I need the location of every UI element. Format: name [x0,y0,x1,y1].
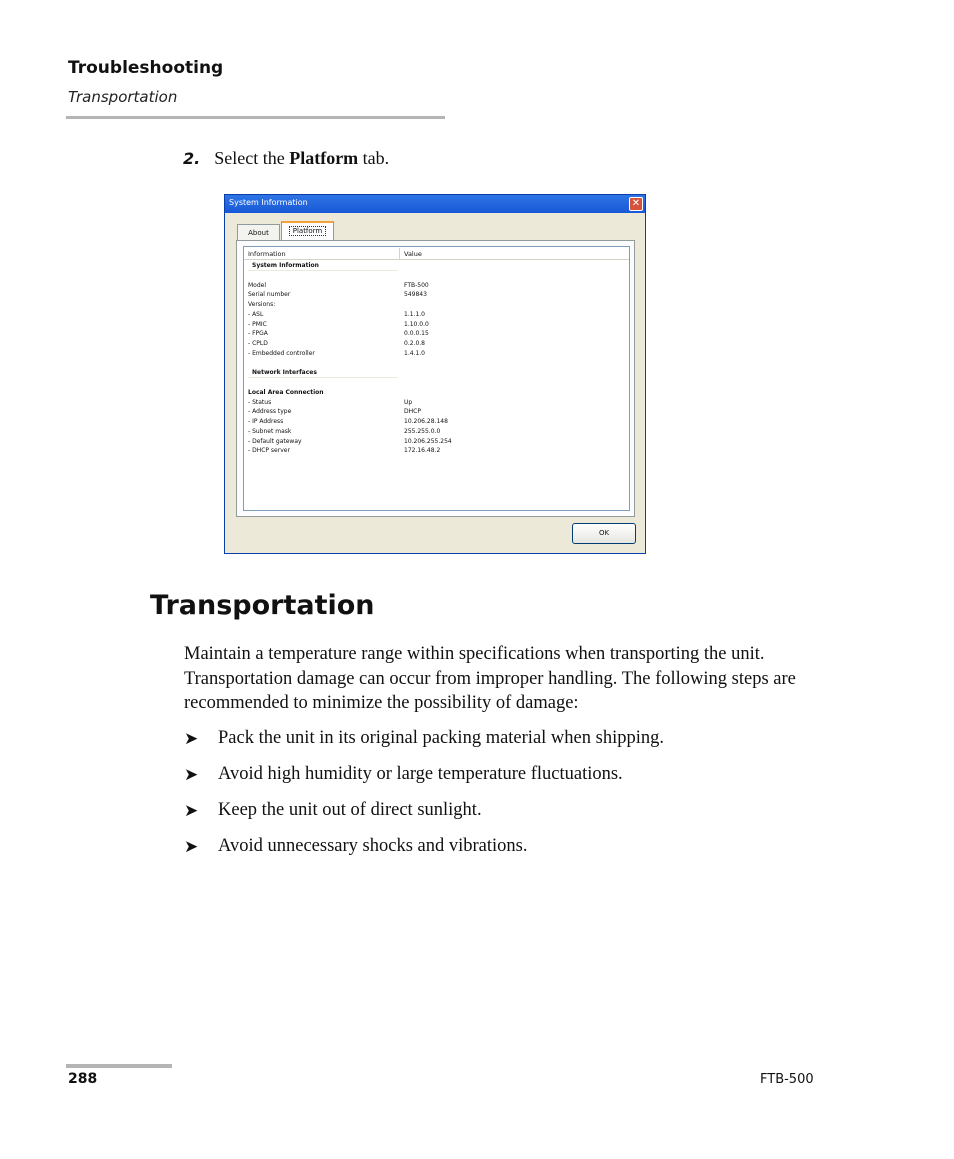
list-item[interactable] [244,368,629,378]
recommendation-list [184,726,824,870]
list-item-value: 10.206.28.148 [404,418,448,425]
tab-platform[interactable] [281,221,334,241]
dialog-titlebar[interactable] [225,195,645,213]
list-item-value: 549843 [404,291,427,299]
ok-button[interactable]: OK [572,523,636,544]
bullet-arrow-icon: ➤ [184,729,199,749]
list-item-value: 1.1.1.0 [404,310,425,318]
list-item[interactable] [244,300,629,310]
list-item-key: - Embedded controller [248,349,315,357]
list-item-key: - Address type [248,408,292,416]
list-item[interactable] [244,329,629,339]
bullet-text: Pack the unit in its original packing material when shipping. [218,728,664,748]
bullet-arrow-icon: ➤ [184,801,199,821]
list-item-key: - CPLD [248,340,268,347]
list-item[interactable] [244,320,629,330]
list-item[interactable] [244,437,629,447]
step-text-after: tab. [358,148,390,168]
list-item[interactable] [244,427,629,437]
system-information-dialog [224,194,646,554]
header-rule [66,116,445,119]
list-item[interactable] [244,339,629,349]
list-rows [244,261,629,456]
column-header-information[interactable]: Information [248,250,286,258]
footer-model: FTB-500 [760,1072,814,1087]
list-item [184,834,824,870]
list-item-value: Up [404,398,413,406]
step-instruction [183,148,389,169]
list-item[interactable] [244,417,629,427]
list-item-key: Versions: [248,301,276,308]
list-item[interactable] [244,359,629,369]
tab-about[interactable]: About [237,224,280,242]
intro-paragraph: Maintain a temperature range within specifications when transporting the unit. Transportation damage can occur from improper handling. The following steps are recommended to minimize the possibility of damage: [184,644,796,713]
step-number: 2. [183,149,201,168]
page-number: 288 [68,1071,98,1087]
list-header [244,247,629,260]
list-item-key: - PMIC [248,320,267,328]
tab-platform-label: Platform [289,226,327,236]
list-item[interactable] [244,271,629,281]
list-item-value: 0.2.0.8 [404,340,425,347]
list-item[interactable] [244,261,629,271]
section-heading: Transportation [150,590,375,621]
info-list[interactable] [243,246,630,511]
list-item[interactable] [244,349,629,359]
section-subtitle: Transportation [68,88,178,106]
list-item-key: - ASL [248,310,264,318]
list-item-key: - Subnet mask [248,427,292,435]
list-item[interactable] [244,378,629,388]
list-item[interactable] [244,398,629,408]
list-item-key: Serial number [248,291,291,299]
list-item-value: DHCP [404,408,421,416]
list-item [184,762,824,798]
list-item[interactable] [244,281,629,291]
dialog-title: System Information [229,198,308,207]
list-item-key: - Status [248,398,272,406]
list-item-key: - FPGA [248,330,268,338]
chapter-title: Troubleshooting [68,58,224,78]
column-header-value[interactable]: Value [404,250,422,258]
list-item-key: - Default gateway [248,437,302,445]
bullet-text: Avoid high humidity or large temperature fluctuations. [218,764,623,784]
footer-rule [66,1064,172,1068]
list-item-key: - DHCP server [248,447,290,455]
list-item-value: 10.206.255.254 [404,437,452,445]
list-item-key: System Information [252,262,319,269]
list-item[interactable] [244,388,629,398]
bullet-text: Keep the unit out of direct sunlight. [218,800,482,820]
list-item[interactable] [244,290,629,300]
step-text-bold: Platform [289,148,359,168]
list-item[interactable] [244,407,629,417]
list-item-value: 255.255.0.0 [404,427,441,435]
list-item-key: - IP Address [248,418,284,425]
list-item[interactable] [244,446,629,456]
list-item-value: FTB-500 [404,281,429,289]
close-icon[interactable]: ✕ [629,197,643,211]
bullet-arrow-icon: ➤ [184,765,199,785]
list-item-value: 172.16.48.2 [404,447,441,455]
step-text-before: Select the [214,148,290,168]
bullet-text: Avoid unnecessary shocks and vibrations. [218,836,528,856]
list-item-key: Network Interfaces [252,369,317,377]
list-item-key: Local Area Connection [248,388,324,396]
column-divider[interactable] [399,248,400,259]
list-item-key: Model [248,281,267,289]
list-item [184,798,824,834]
bullet-arrow-icon: ➤ [184,837,199,857]
list-item[interactable] [244,310,629,320]
list-item-value: 1.10.0.0 [404,320,429,328]
list-item-value: 0.0.0.15 [404,330,429,338]
list-item-value: 1.4.1.0 [404,349,425,357]
tab-panel [236,240,635,517]
list-item [184,726,824,762]
